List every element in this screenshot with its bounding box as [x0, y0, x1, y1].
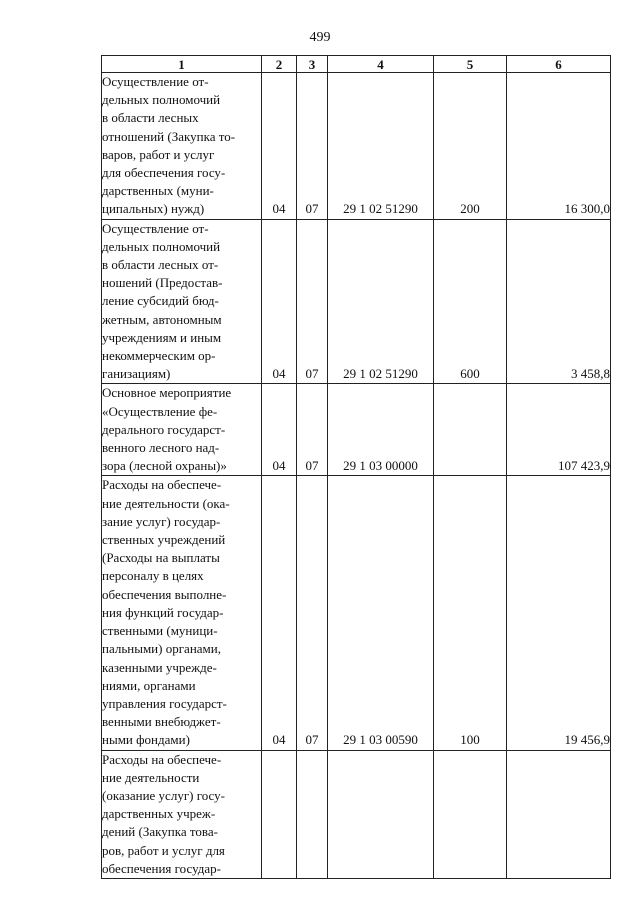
row-expense-type: 600 — [434, 219, 507, 384]
column-header: 4 — [328, 56, 434, 73]
row-subsection: 07 — [297, 476, 328, 750]
table-row — [102, 750, 611, 878]
budget-table — [101, 55, 611, 879]
page-number: 499 — [309, 30, 331, 45]
row-subsection — [297, 750, 328, 878]
column-header: 2 — [262, 56, 297, 73]
row-expense-type — [434, 384, 507, 476]
row-expense-type: 200 — [434, 73, 507, 220]
table-row — [102, 219, 611, 384]
row-section: 04 — [262, 384, 297, 476]
row-description: Основное мероприятие «Осуществление фе- дерального государст- венного лесного над- зора (лесной охраны)» — [102, 384, 262, 476]
row-amount: 3 458,8 — [507, 219, 611, 384]
row-amount: 107 423,9 — [507, 384, 611, 476]
row-description: Расходы на обеспече- ние деятельности (оказание услуг) госу- дарственных учреж- дений (Закупка това- ров, работ и услуг для обеспечения государ- — [102, 750, 262, 878]
column-header: 6 — [507, 56, 611, 73]
row-target-code: 29 1 02 51290 — [328, 73, 434, 220]
row-subsection: 07 — [297, 219, 328, 384]
row-target-code: 29 1 02 51290 — [328, 219, 434, 384]
row-section: 04 — [262, 73, 297, 220]
table-row — [102, 476, 611, 750]
row-subsection: 07 — [297, 384, 328, 476]
row-description: Расходы на обеспече- ние деятельности (ока- зание услуг) государ- ственных учреждений (Расходы на выплаты персоналу в целях обеспечения выполне- ния функций государ- ственными (муници- пальными) органами, казенными учрежде- ниями, органами управления государст- венными внебюджет- ными фондами) — [102, 476, 262, 750]
row-description: Осуществление от- дельных полномочий в области лесных отношений (Закупка то- варов, работ и услуг для обеспечения госу- дарственных (муни- ципальных) нужд) — [102, 73, 262, 220]
column-header: 1 — [102, 56, 262, 73]
row-section: 04 — [262, 476, 297, 750]
table-row — [102, 73, 611, 220]
row-target-code: 29 1 03 00590 — [328, 476, 434, 750]
row-amount — [507, 750, 611, 878]
row-section — [262, 750, 297, 878]
column-header: 5 — [434, 56, 507, 73]
row-amount: 16 300,0 — [507, 73, 611, 220]
row-target-code — [328, 750, 434, 878]
column-header: 3 — [297, 56, 328, 73]
row-section: 04 — [262, 219, 297, 384]
row-target-code: 29 1 03 00000 — [328, 384, 434, 476]
table-row — [102, 384, 611, 476]
header-row — [102, 56, 611, 73]
row-expense-type — [434, 750, 507, 878]
row-description: Осуществление от- дельных полномочий в области лесных от- ношений (Предостав- ление субсидий бюд- жетным, автономным учреждениям и иным некоммерческим ор- ганизациям) — [102, 219, 262, 384]
row-expense-type: 100 — [434, 476, 507, 750]
row-amount: 19 456,9 — [507, 476, 611, 750]
row-subsection: 07 — [297, 73, 328, 220]
